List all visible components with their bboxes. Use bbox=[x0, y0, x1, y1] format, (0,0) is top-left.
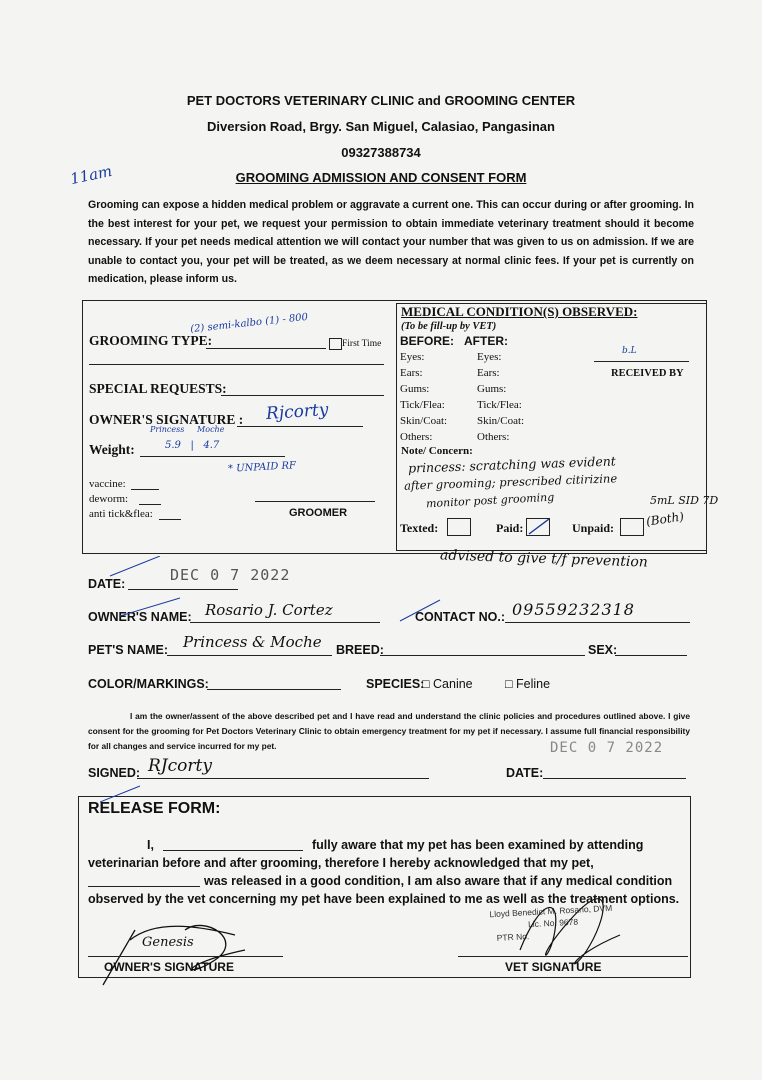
release-line1: fully aware that my pet has been examined by attending bbox=[312, 838, 644, 852]
clinic-address: Diversion Road, Brgy. San Miguel, Calasiao, Pangasinan bbox=[207, 119, 555, 134]
handwritten-time: 11am bbox=[68, 161, 114, 189]
contact-label: CONTACT NO.: bbox=[415, 610, 506, 624]
first-time-label: First Time bbox=[342, 339, 382, 349]
release-line1-prefix: I, bbox=[147, 838, 154, 852]
after-ears: Ears: bbox=[477, 367, 500, 379]
medical-title: MEDICAL CONDITION(S) OBSERVED: bbox=[401, 304, 638, 319]
received-initials: b.L bbox=[622, 346, 637, 356]
condition-row bbox=[400, 383, 550, 399]
intro-paragraph: Grooming can expose a hidden medical problem or aggravate a current one. This can occur during or after grooming. In the best interest for your pet, we request your permission to obtain immediate veterinary treatment should it become necessary. If your pet needs medical attention we will contact your number that was given to us on admission. If we are unable to contact you, your pet will be treated, as we deem necessary at normal clinic fees. If your pet is currently on medication, please inform us. bbox=[88, 199, 694, 286]
before-others: Others: bbox=[400, 431, 433, 443]
received-by-label: RECEIVED BY bbox=[611, 368, 684, 379]
received-by-line[interactable] bbox=[594, 361, 689, 362]
groomer-label: GROOMER bbox=[289, 507, 348, 519]
special-requests-field[interactable] bbox=[221, 395, 384, 396]
grooming-type-line2 bbox=[89, 364, 384, 365]
condition-rows bbox=[400, 351, 550, 447]
release-title: RELEASE FORM: bbox=[88, 800, 221, 817]
note-line1: princess: scratching was evident bbox=[407, 453, 617, 476]
owner-signature-value: Rjcorty bbox=[265, 399, 330, 425]
pet-name-value: Princess & Moche bbox=[183, 633, 322, 651]
before-tick-flea: Tick/Flea: bbox=[400, 399, 445, 411]
vaccine-field[interactable] bbox=[131, 489, 159, 490]
condition-row bbox=[400, 351, 550, 367]
paid-checkbox[interactable] bbox=[526, 518, 550, 536]
medical-subtitle: (To be fill-up by VET) bbox=[401, 321, 497, 332]
after-eyes: Eyes: bbox=[477, 351, 502, 363]
condition-row bbox=[400, 399, 550, 415]
species-canine-option[interactable]: □ Canine bbox=[422, 677, 473, 691]
release-line4: observed by the vet concerning my pet have been explained to me as well as the treatment options. bbox=[88, 892, 680, 906]
first-time-checkbox[interactable] bbox=[329, 338, 342, 350]
breed-label: BREED: bbox=[336, 643, 384, 657]
pen-marks bbox=[100, 556, 700, 966]
unpaid-note: * UNPAID RF bbox=[227, 460, 297, 475]
vaccine-label: vaccine: bbox=[89, 478, 126, 490]
after-label: AFTER: bbox=[464, 334, 508, 348]
weight-pet-names: Princess Moche bbox=[150, 425, 225, 434]
species-feline-option[interactable]: □ Feline bbox=[505, 677, 551, 691]
consent-paragraph: I am the owner/assent of the above described pet and I have read and understand the clinic policies and procedures outlined above. I give consent for the grooming for Pet Doctors Veterinary Clinic to obtain emergency treatment for my pet if necessary. I assume full financial responsibility for all changes and service incurred for my pet. bbox=[88, 711, 690, 751]
after-others: Others: bbox=[477, 431, 510, 443]
signed-date-stamp: DEC 0 7 2022 bbox=[550, 740, 664, 756]
groomer-line bbox=[255, 501, 375, 502]
date-label: DATE: bbox=[88, 577, 126, 591]
advised-note: advised to give t/f prevention bbox=[439, 547, 649, 571]
after-gums: Gums: bbox=[477, 383, 507, 395]
vet-stamp-name: Lloyd Benedict M. Rosario, DVM bbox=[489, 902, 613, 920]
before-gums: Gums: bbox=[400, 383, 430, 395]
release-owner-signature: Genesis bbox=[142, 935, 194, 950]
contact-value: 09559232318 bbox=[512, 600, 635, 619]
before-eyes: Eyes: bbox=[400, 351, 425, 363]
after-skin-coat: Skin/Coat: bbox=[477, 415, 525, 427]
anti-tick-label: anti tick&flea: bbox=[89, 508, 153, 520]
grooming-type-label: GROOMING TYPE: bbox=[89, 333, 213, 348]
paid-label: Paid: bbox=[496, 521, 524, 535]
anti-tick-field[interactable] bbox=[159, 519, 181, 520]
weight-values: 5.9 | 4.7 bbox=[165, 440, 220, 451]
after-tick-flea: Tick/Flea: bbox=[477, 399, 522, 411]
unpaid-label: Unpaid: bbox=[572, 521, 615, 535]
weight-field[interactable] bbox=[140, 456, 285, 457]
date-stamp: DEC 0 7 2022 bbox=[170, 566, 291, 584]
owner-name-label: OWNER'S NAME: bbox=[88, 610, 192, 624]
before-skin-coat: Skin/Coat: bbox=[400, 415, 448, 427]
note-label: Note/ Concern: bbox=[401, 445, 473, 457]
owner-signature-field[interactable] bbox=[237, 426, 363, 427]
note-line2: after grooming; prescribed citirizine bbox=[403, 471, 618, 493]
species-label: SPECIES: bbox=[366, 677, 425, 691]
note-line3: monitor post grooming bbox=[425, 490, 555, 511]
weight-label: Weight: bbox=[89, 442, 135, 457]
before-ears: Ears: bbox=[400, 367, 423, 379]
color-label: COLOR/MARKINGS: bbox=[88, 677, 209, 691]
before-label: BEFORE: bbox=[400, 334, 454, 348]
signed-signature: RJcorty bbox=[148, 756, 212, 776]
grooming-type-value: (2) semi-kalbo (1) - 800 bbox=[189, 311, 309, 336]
check-mark-icon bbox=[527, 519, 549, 535]
release-line3: was released in a good condition, I am also aware that if any medical condition bbox=[204, 874, 673, 888]
grooming-type-field[interactable] bbox=[206, 348, 326, 349]
signed-date-label: DATE: bbox=[506, 766, 544, 780]
owner-signature-label: OWNER'S SIGNATURE : bbox=[89, 412, 244, 427]
condition-row bbox=[400, 415, 550, 431]
condition-row bbox=[400, 367, 550, 383]
owner-signature-caption: OWNER'S SIGNATURE bbox=[104, 960, 234, 974]
note-dose: 5mL SID 7D bbox=[650, 494, 719, 507]
deworm-field[interactable] bbox=[139, 504, 161, 505]
owner-name-value: Rosario J. Cortez bbox=[205, 601, 333, 619]
special-requests-label: SPECIAL REQUESTS: bbox=[89, 381, 227, 396]
texted-checkbox[interactable] bbox=[447, 518, 471, 536]
clinic-name: PET DOCTORS VETERINARY CLINIC and GROOMING CENTER bbox=[186, 93, 576, 108]
signed-label: SIGNED: bbox=[88, 766, 141, 780]
sex-label: SEX: bbox=[588, 643, 618, 657]
release-line2: veterinarian before and after grooming, therefore I hereby acknowledged that my pet, bbox=[88, 856, 594, 870]
texted-label: Texted: bbox=[400, 521, 439, 535]
pet-name-label: PET'S NAME: bbox=[88, 643, 169, 657]
note-both: (Both) bbox=[645, 509, 685, 529]
vet-stamp-ptr: PTR No. bbox=[496, 931, 530, 943]
vet-stamp-license: Lic. No. 9678 bbox=[527, 916, 579, 930]
vet-signature-caption: VET SIGNATURE bbox=[505, 960, 602, 974]
form-title: GROOMING ADMISSION AND CONSENT FORM bbox=[235, 170, 527, 185]
deworm-label: deworm: bbox=[89, 493, 129, 505]
clinic-phone: 09327388734 bbox=[341, 145, 421, 160]
unpaid-checkbox[interactable] bbox=[620, 518, 644, 536]
